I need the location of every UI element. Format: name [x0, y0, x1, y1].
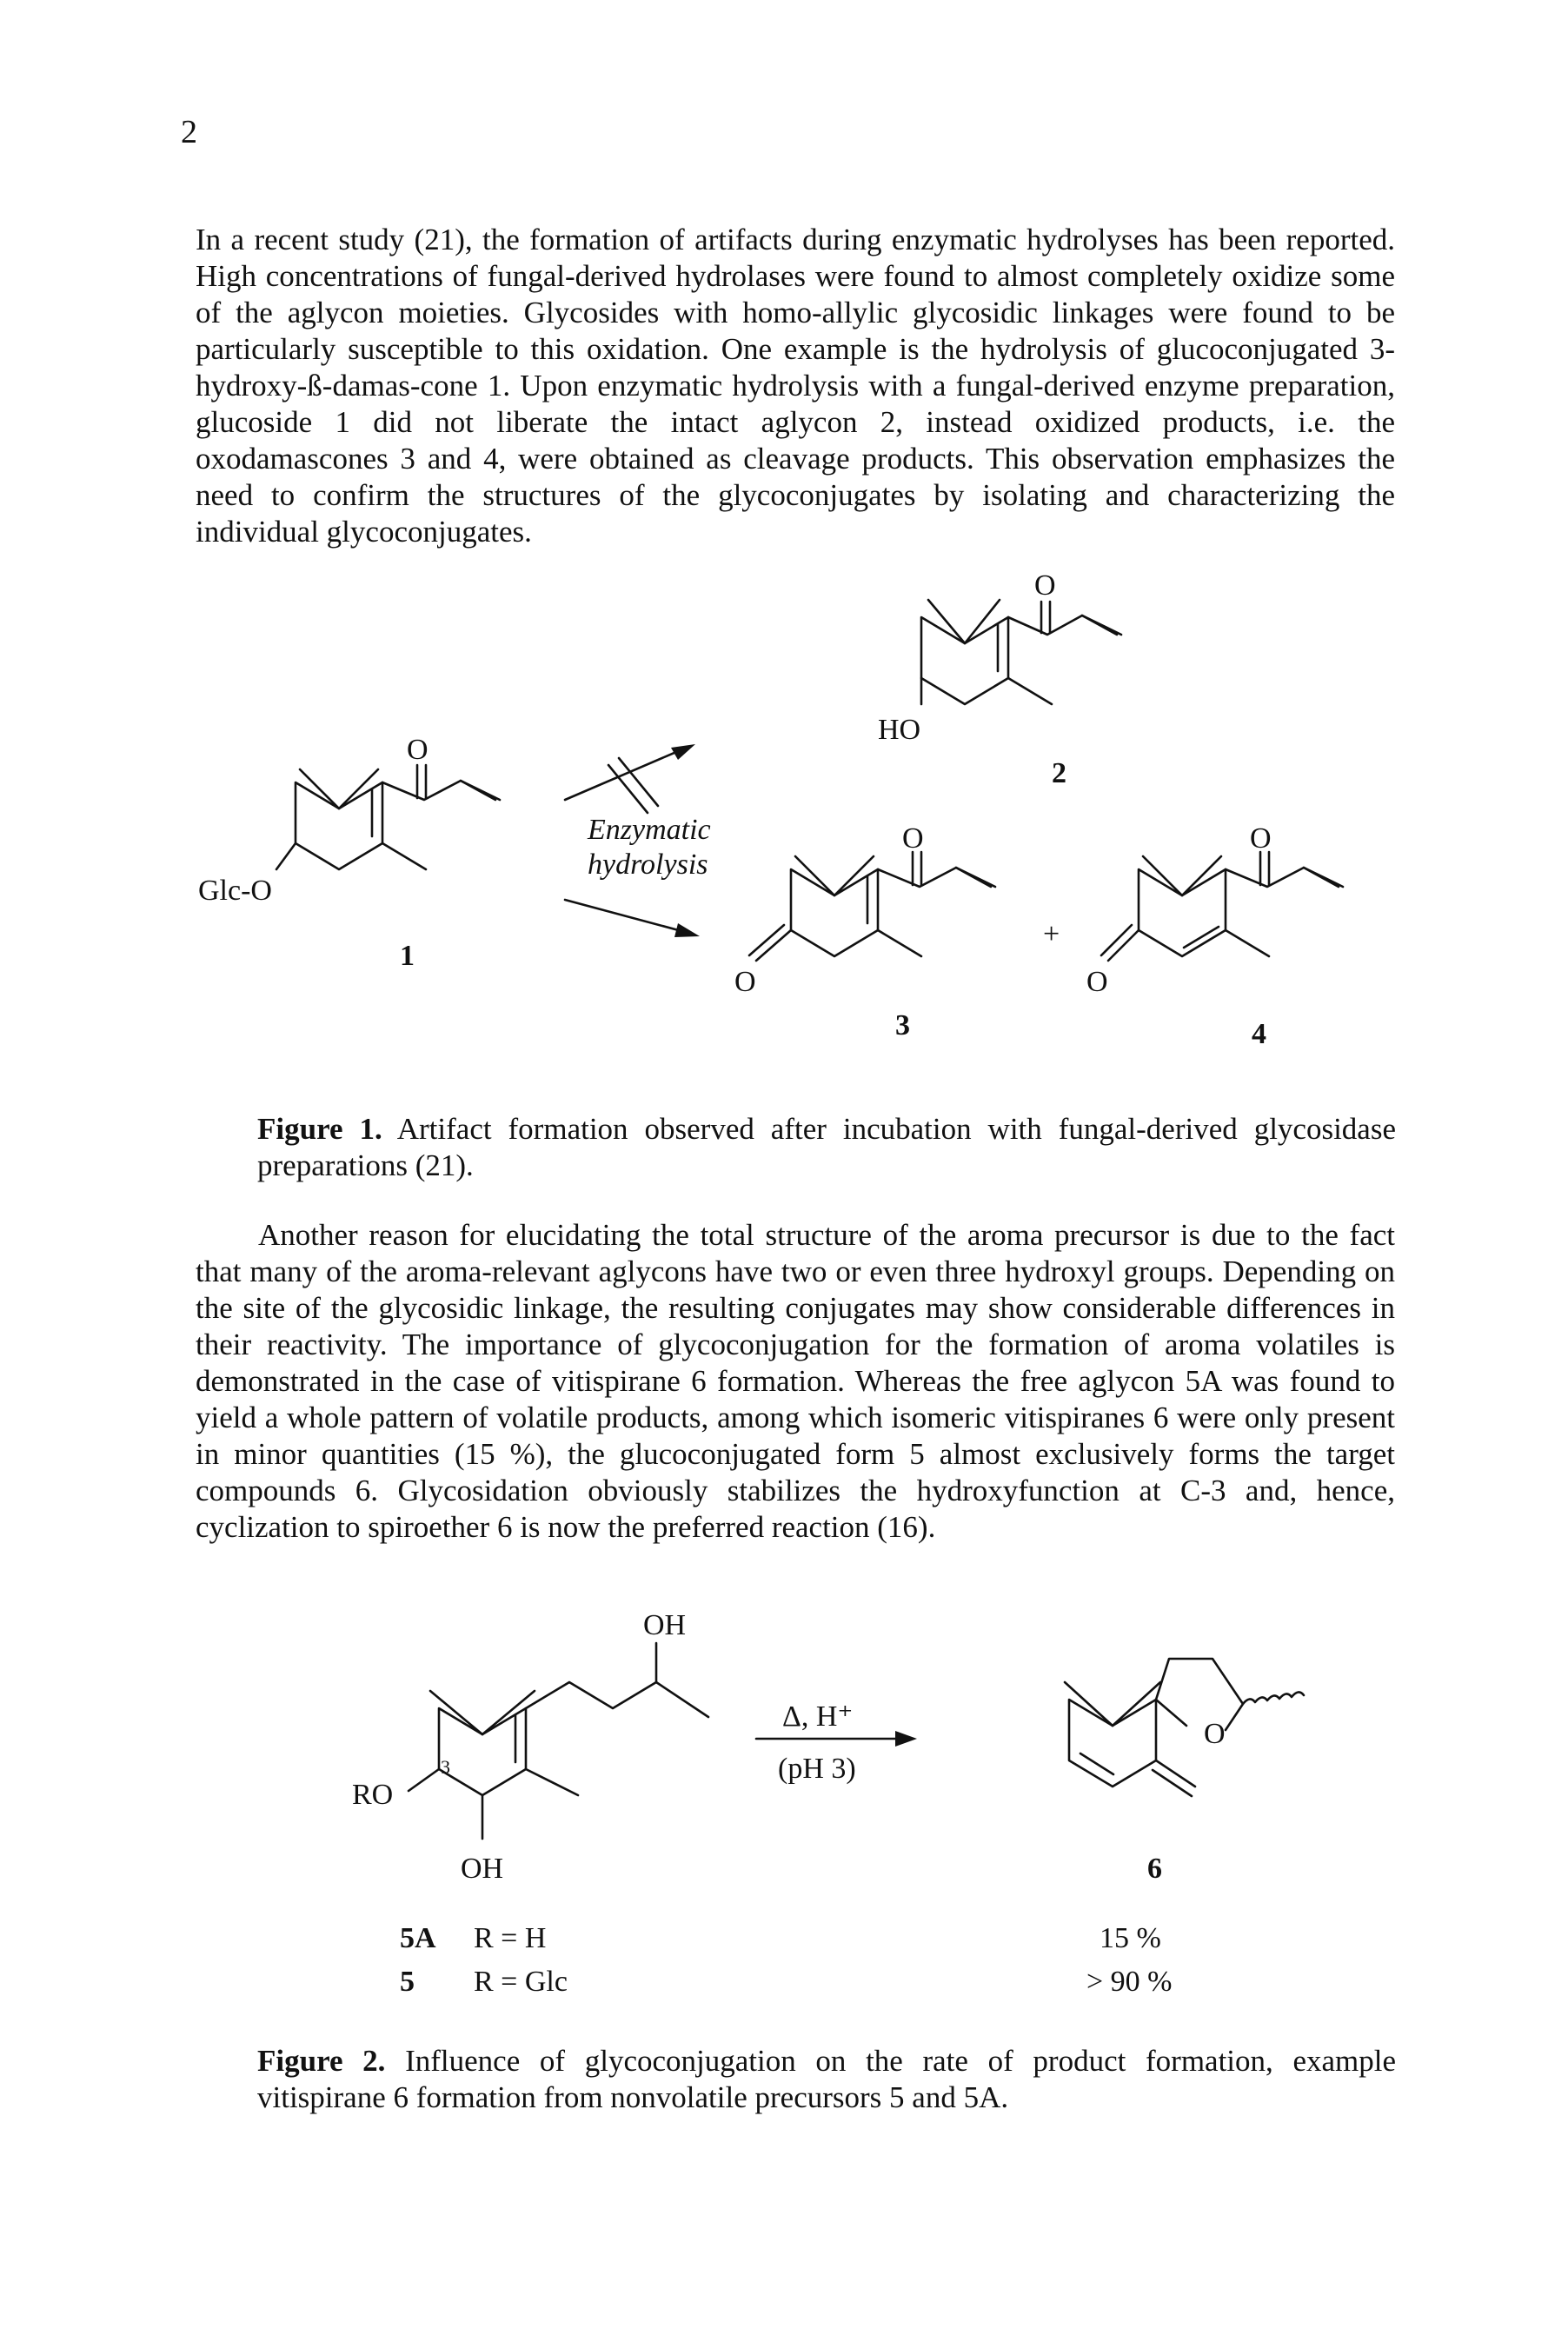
compound-1-oxygen: O: [407, 734, 429, 766]
precursor-5a-r: R = H: [474, 1922, 547, 1954]
reaction-arrows: [565, 744, 711, 937]
figure-1-scheme: [0, 565, 1568, 1052]
condition-bottom: (pH 3): [778, 1753, 856, 1785]
figure-2-caption: [257, 2043, 1396, 2116]
reagent-line-1: Enzymatic: [588, 814, 711, 846]
precursor-5-yield: > 90 %: [1086, 1966, 1173, 1998]
compound-4-structure: [1086, 822, 1343, 1050]
reaction-arrow-2: [756, 1700, 917, 1785]
compound-2-label: 2: [1052, 757, 1066, 789]
compound-1-label: 1: [400, 940, 415, 972]
product-6-label: 6: [1147, 1853, 1162, 1885]
ho-label: HO: [878, 714, 921, 746]
oh-bottom-label: OH: [461, 1853, 504, 1885]
paragraph-1: In a recent study (21), the formation of artifacts during enzymatic hydrolyses has been reported. High concentrations of fungal-derived hydrolases were found to almost completely oxidize some of the aglycon moieties. Glycosides with homo-allylic glycosidic linkages were found to be particularly susceptible to this oxidation. One example is the hydrolysis of glucoconjugated 3-hydroxy-ß-damas-cone 1. Upon enzymatic hydrolysis with a fungal-derived enzyme preparation, glucoside 1 did not liberate the intact aglycon 2, instead oxidized products, i.e. the oxodamascones 3 and 4, were obtained as cleavage products. This observation emphasizes the need to confirm the structures of the glycoconjugates by isolating and characterizing the individual glycoconjugates.: [196, 223, 1395, 549]
compound-3-label: 3: [895, 1009, 910, 1041]
oh-top-label: OH: [643, 1613, 687, 1641]
position-3-label: 3: [441, 1756, 450, 1778]
vitispirane-6-structure: [1065, 1659, 1304, 1885]
figure-1-caption-text: Artifact formation observed after incubation with fungal-derived glycosidase preparations (21).: [257, 1112, 1396, 1182]
compound-2-oxygen: O: [1034, 569, 1056, 602]
precursor-5a-yield: 15 %: [1100, 1922, 1161, 1954]
paragraph-2: Another reason for elucidating the total structure of the aroma precursor is due to the fact that many of the aroma-relevant aglycons have two or even three hydroxyl groups. Depending on the site of the glycosidic linkage, the resulting conjugates may show considerable differences in their reactivity. The importance of glycoconjugation for the formation of aroma volatiles is demonstrated in the case of vitispirane 6 formation. Whereas the free aglycon 5A was found to yield a whole pattern of volatile products, among which isomeric vitispiranes 6 were only present in minor quantities (15 %), the glucoconjugated form 5 almost exclusively forms the target compounds 6. Glycosidation obviously stabilizes the hydroxyfunction at C-3 and, hence, cyclization to spiroether 6 is now the preferred reaction (16).: [196, 1218, 1395, 1544]
precursor-5a-id: 5A: [400, 1922, 436, 1954]
plus-sign: +: [1043, 918, 1060, 950]
compound-3-structure: [734, 822, 995, 1041]
figure-1-caption-label: Figure 1.: [257, 1112, 382, 1146]
reagent-line-2: hydrolysis: [588, 848, 708, 881]
page-number: 2: [181, 114, 197, 150]
figure-2-scheme: [0, 1613, 1568, 2021]
compound-4-label: 4: [1252, 1018, 1266, 1050]
ring-oxygen-label: O: [1204, 1718, 1226, 1750]
figure-2-caption-text: Influence of glycoconjugation on the rate of product formation, example vitispirane 6 formation from nonvolatile precursors 5 and 5A.: [257, 2044, 1396, 2114]
compound-3-oxygen: O: [902, 822, 924, 855]
condition-top: Δ, H⁺: [782, 1700, 854, 1733]
precursor-5-id: 5: [400, 1966, 415, 1998]
precursor-5-structure: [352, 1613, 708, 1885]
glc-o-label: Glc-O: [198, 875, 272, 907]
precursor-5-r: R = Glc: [474, 1966, 568, 1998]
compound-3-ketone-oxygen: O: [734, 966, 756, 998]
compound-2-structure: [878, 569, 1121, 789]
compound-4-ketone-oxygen: O: [1086, 966, 1108, 998]
precursor-list: [400, 1922, 1173, 1998]
compound-1-structure: [198, 734, 500, 972]
ro-label: RO: [352, 1779, 394, 1811]
figure-1-caption: [257, 1111, 1396, 1184]
compound-4-oxygen: O: [1250, 822, 1272, 855]
figure-2-caption-label: Figure 2.: [257, 2044, 386, 2078]
